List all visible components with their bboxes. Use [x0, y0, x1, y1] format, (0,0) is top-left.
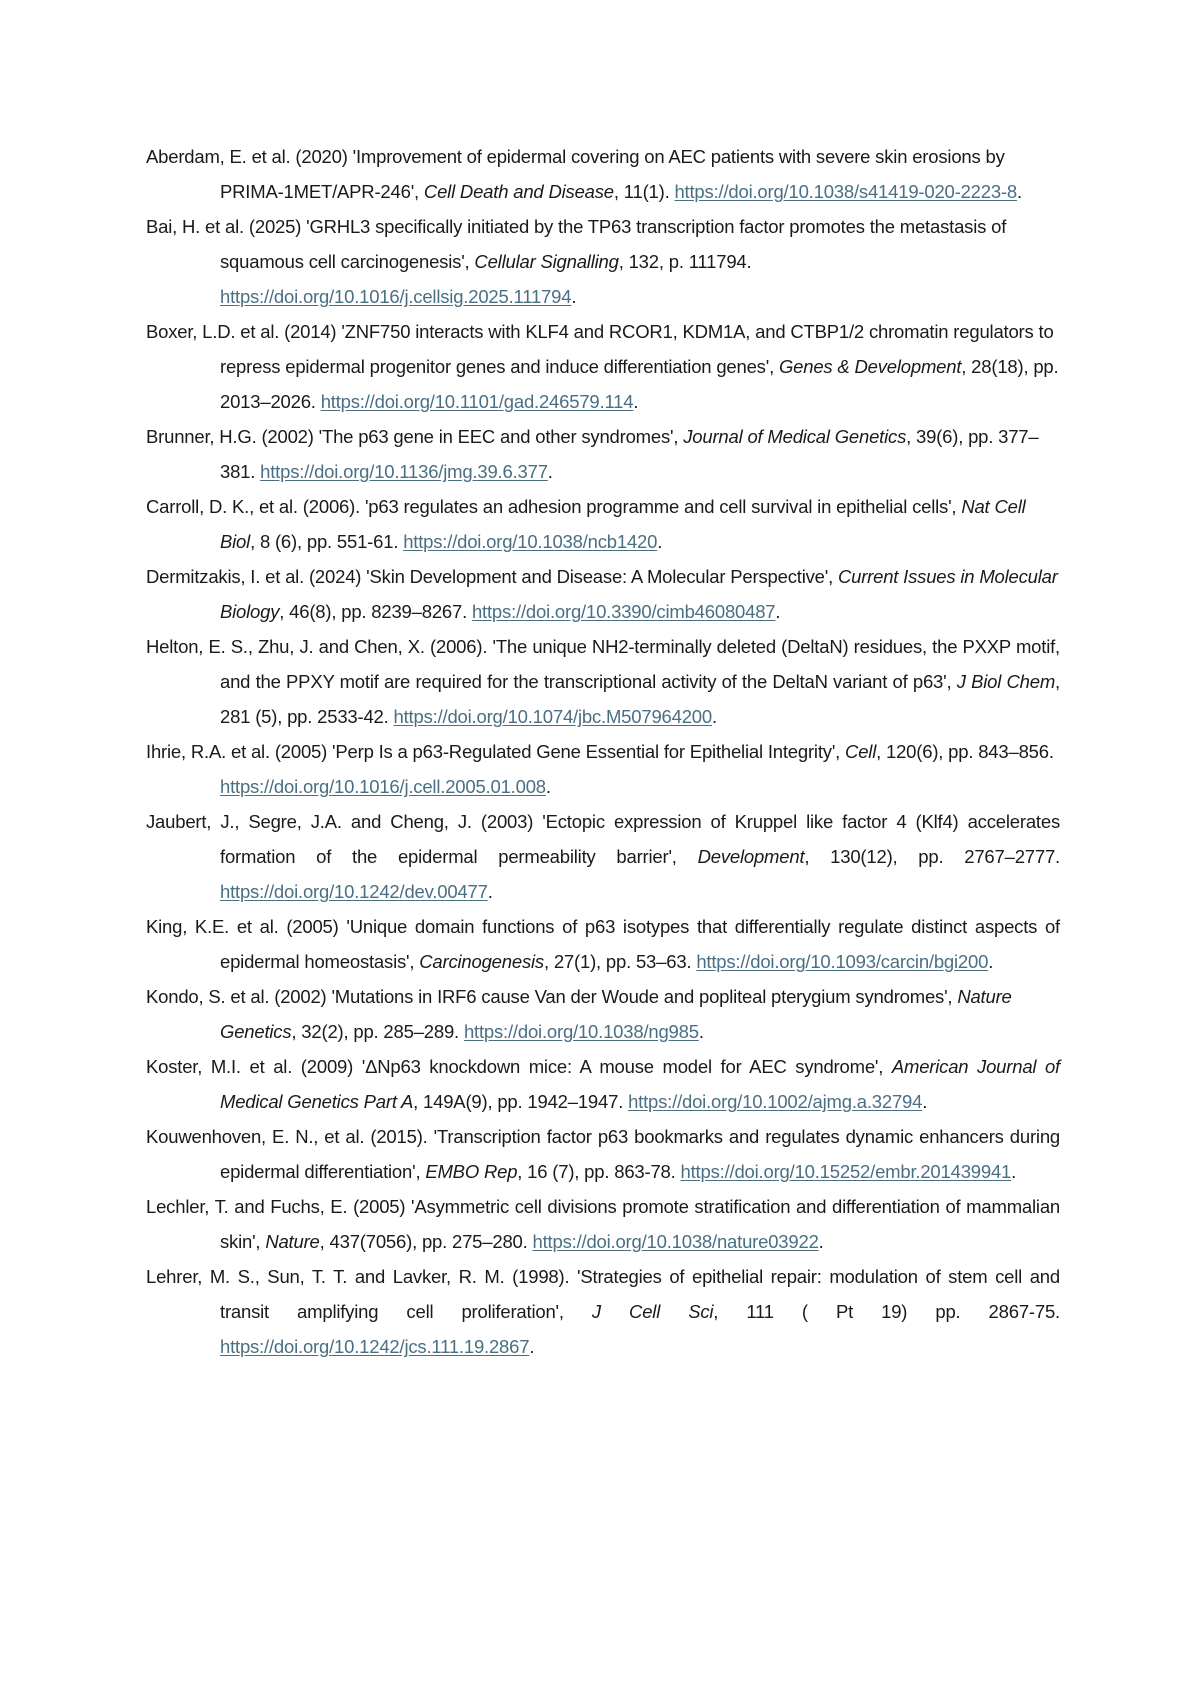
- reference-entry: [146, 559, 1060, 629]
- reference-end: .: [487, 881, 493, 902]
- doi-link[interactable]: https://doi.org/10.1016/j.cell.2005.01.008: [220, 776, 546, 797]
- journal-title: Carcinogenesis: [419, 951, 544, 972]
- reference-text: Bai, H. et al. (2025) 'GRHL3 specifically initiated by the TP63 transcription factor promotes the metastasis of squamous cell carcinogenesis',: [146, 216, 1007, 272]
- reference-end: .: [818, 1231, 824, 1252]
- journal-title: Nat Cell Biol: [220, 496, 1026, 552]
- doi-link[interactable]: https://doi.org/10.1038/s41419-020-2223-8: [674, 181, 1018, 202]
- reference-text: Aberdam, E. et al. (2020) 'Improvement of epidermal covering on AEC patients with severe skin erosions by PRIMA-1MET/APR-246',: [146, 146, 1005, 202]
- reference-entry: [146, 1259, 1060, 1364]
- journal-title: Journal of Medical Genetics: [683, 426, 907, 447]
- reference-text: Kondo, S. et al. (2002) 'Mutations in IRF6 cause Van der Woude and popliteal pterygium syndromes',: [146, 986, 958, 1007]
- reference-text: Lehrer, M. S., Sun, T. T. and Lavker, R. M. (1998). 'Strategies of epithelial repair: modulation of stem cell and transit amplifying cell proliferation',: [146, 1266, 1060, 1322]
- reference-citation: , 120(6), pp. 843–856.: [876, 741, 1054, 762]
- journal-title: Nature: [265, 1231, 320, 1252]
- reference-text: Koster, M.I. et al. (2009) 'ΔNp63 knockdown mice: A mouse model for AEC syndrome',: [146, 1056, 892, 1077]
- reference-text: King, K.E. et al. (2005) 'Unique domain functions of p63 isotypes that differentially regulate distinct aspects of epidermal homeostasis',: [146, 916, 1060, 972]
- journal-title: EMBO Rep: [425, 1161, 518, 1182]
- doi-link[interactable]: https://doi.org/10.1038/nature03922: [532, 1231, 819, 1252]
- reference-end: .: [545, 776, 551, 797]
- reference-citation: , 437(7056), pp. 275–280.: [319, 1231, 533, 1252]
- reference-list: [146, 139, 1060, 1364]
- doi-link[interactable]: https://doi.org/10.15252/embr.201439941: [680, 1161, 1012, 1182]
- reference-citation: , 11(1).: [613, 181, 675, 202]
- doi-link[interactable]: https://doi.org/10.1016/j.cellsig.2025.111794: [220, 286, 572, 307]
- reference-citation: , 39(6), pp. 377–381.: [220, 426, 1039, 482]
- reference-citation: , 28(18), pp. 2013–2026.: [220, 356, 1059, 412]
- reference-text: Kouwenhoven, E. N., et al. (2015). 'Transcription factor p63 bookmarks and regulates dynamic enhancers during epidermal differentiation',: [146, 1126, 1060, 1182]
- reference-entry: [146, 209, 1060, 314]
- reference-citation: , 149A(9), pp. 1942–1947.: [413, 1091, 629, 1112]
- reference-text: Dermitzakis, I. et al. (2024) 'Skin Development and Disease: A Molecular Perspective',: [146, 566, 838, 587]
- reference-citation: , 16 (7), pp. 863-78.: [517, 1161, 681, 1182]
- reference-entry: [146, 139, 1060, 209]
- reference-end: .: [633, 391, 639, 412]
- reference-citation: , 111 ( Pt 19) pp. 2867-75.: [713, 1301, 1060, 1322]
- reference-text: Helton, E. S., Zhu, J. and Chen, X. (2006). 'The unique NH2-terminally deleted (DeltaN) residues, the PXXP motif, and the PPXY motif are required for the transcriptional activity of the DeltaN variant of p63',: [146, 636, 1060, 692]
- doi-link[interactable]: https://doi.org/10.1002/ajmg.a.32794: [628, 1091, 923, 1112]
- reference-text: Brunner, H.G. (2002) 'The p63 gene in EEC and other syndromes',: [146, 426, 684, 447]
- reference-end: .: [775, 601, 781, 622]
- doi-link[interactable]: https://doi.org/10.1242/jcs.111.19.2867: [220, 1336, 530, 1357]
- reference-end: .: [657, 531, 663, 552]
- doi-link[interactable]: https://doi.org/10.1101/gad.246579.114: [320, 391, 634, 412]
- doi-link[interactable]: https://doi.org/10.1038/ng985: [463, 1021, 699, 1042]
- reference-end: .: [698, 1021, 704, 1042]
- doi-link[interactable]: https://doi.org/10.3390/cimb46080487: [471, 601, 776, 622]
- reference-end: .: [547, 461, 553, 482]
- reference-entry: [146, 489, 1060, 559]
- reference-entry: [146, 1119, 1060, 1189]
- reference-text: Carroll, D. K., et al. (2006). 'p63 regulates an adhesion programme and cell survival in epithelial cells',: [146, 496, 962, 517]
- reference-end: .: [529, 1336, 535, 1357]
- journal-title: Cellular Signalling: [474, 251, 619, 272]
- journal-title: Current Issues in Molecular Biology: [220, 566, 1058, 622]
- reference-citation: , 281 (5), pp. 2533-42.: [220, 671, 1060, 727]
- journal-title: Development: [697, 846, 805, 867]
- reference-text: Boxer, L.D. et al. (2014) 'ZNF750 interacts with KLF4 and RCOR1, KDM1A, and CTBP1/2 chromatin regulators to repress epidermal progenitor genes and induce differentiation genes',: [146, 321, 1054, 377]
- reference-entry: [146, 1189, 1060, 1259]
- reference-entry: [146, 804, 1060, 909]
- doi-link[interactable]: https://doi.org/10.1074/jbc.M507964200: [393, 706, 712, 727]
- reference-citation: , 27(1), pp. 53–63.: [543, 951, 697, 972]
- reference-citation: , 132, p. 111794.: [618, 251, 752, 272]
- reference-end: .: [1017, 181, 1022, 202]
- doi-link[interactable]: https://doi.org/10.1242/dev.00477: [220, 881, 488, 902]
- reference-citation: , 32(2), pp. 285–289.: [291, 1021, 464, 1042]
- reference-entry: [146, 909, 1060, 979]
- doi-link[interactable]: https://doi.org/10.1136/jmg.39.6.377: [260, 461, 548, 482]
- reference-text: Lechler, T. and Fuchs, E. (2005) 'Asymmetric cell divisions promote stratification and differentiation of mammalian skin',: [146, 1196, 1060, 1252]
- journal-title: Genes & Development: [778, 356, 962, 377]
- reference-citation: , 130(12), pp. 2767–2777.: [804, 846, 1060, 867]
- reference-end: .: [571, 286, 577, 307]
- reference-text: Ihrie, R.A. et al. (2005) 'Perp Is a p63-Regulated Gene Essential for Epithelial Integrity',: [146, 741, 846, 762]
- doi-link[interactable]: https://doi.org/10.1038/ncb1420: [403, 531, 658, 552]
- doi-link[interactable]: https://doi.org/10.1093/carcin/bgi200: [696, 951, 989, 972]
- reference-end: .: [711, 706, 717, 727]
- reference-entry: [146, 629, 1060, 734]
- reference-end: .: [922, 1091, 928, 1112]
- journal-title: American Journal of Medical Genetics Part A: [220, 1056, 1060, 1112]
- journal-title: Cell: [845, 741, 877, 762]
- reference-entry: [146, 419, 1060, 489]
- reference-entry: [146, 734, 1060, 804]
- reference-text: Jaubert, J., Segre, J.A. and Cheng, J. (2003) 'Ectopic expression of Kruppel like factor 4 (Klf4) accelerates formation of the epidermal permeability barrier',: [146, 811, 1060, 867]
- reference-entry: [146, 1049, 1060, 1119]
- reference-entry: [146, 314, 1060, 419]
- journal-title: J Biol Chem: [956, 671, 1056, 692]
- reference-citation: , 8 (6), pp. 551-61.: [250, 531, 404, 552]
- reference-entry: [146, 979, 1060, 1049]
- reference-end: .: [988, 951, 994, 972]
- reference-end: .: [1011, 1161, 1017, 1182]
- reference-citation: , 46(8), pp. 8239–8267.: [279, 601, 472, 622]
- journal-title: J Cell Sci: [591, 1301, 714, 1322]
- journal-title: Nature Genetics: [220, 986, 1012, 1042]
- journal-title: Cell Death and Disease: [423, 181, 614, 202]
